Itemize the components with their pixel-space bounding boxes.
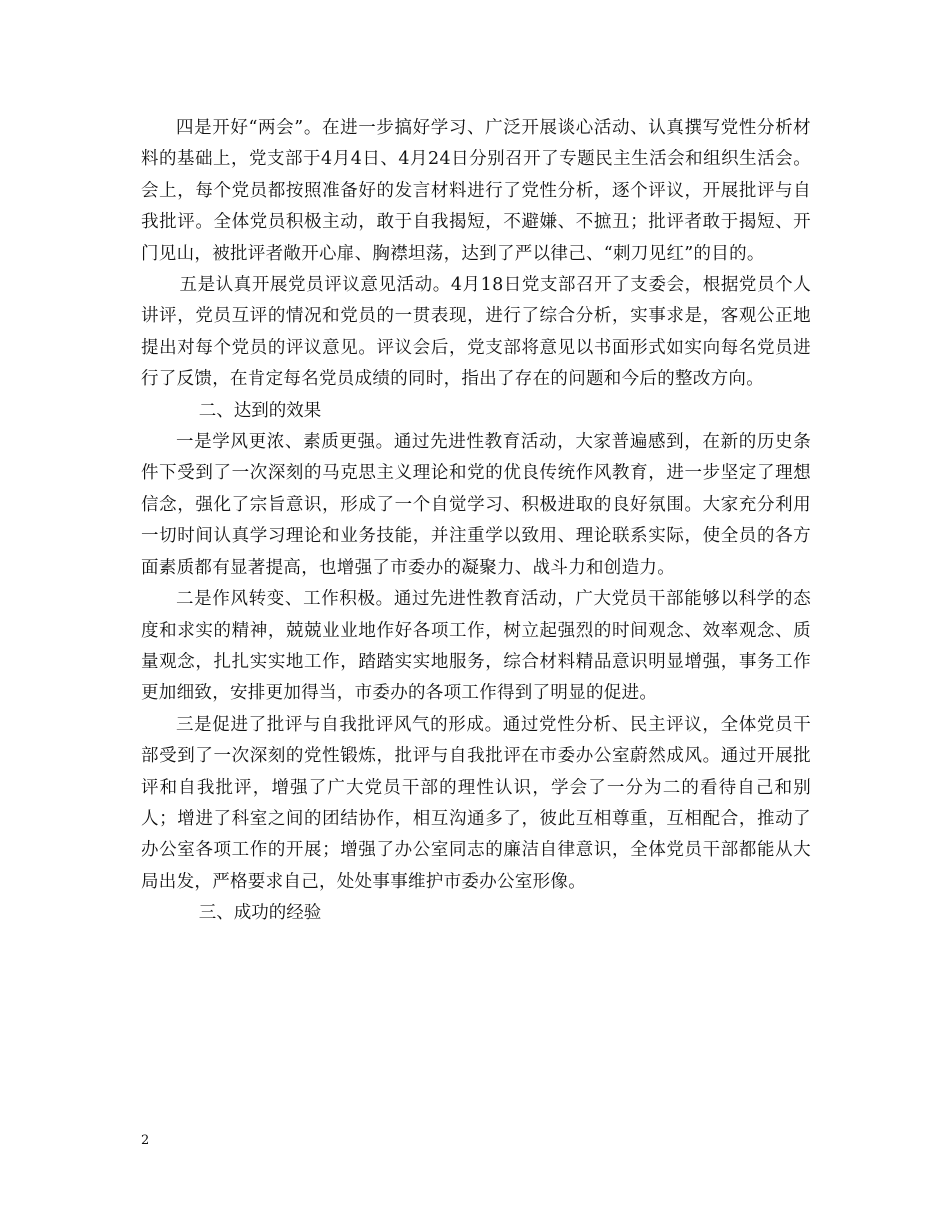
section-heading-experience: 三、成功的经验 — [198, 903, 322, 924]
paragraph-two-meetings: 四是开好“两会”。在进一步搞好学习、广泛开展谈心活动、认真撰写党性分析材料的基础上，党支部于4月4日、4月24日分别召开了专题民主生活会和组织生活会。会上，每个党员都按照准备好的发言材料进行了党性分析，逐个评议，开展批评与自我批评。全体党员积极主动，敢于自我揭短，不避嫌、不摭丑；批评者敢于揭短、开门见山，被批评者敞开心扉、胸襟坦荡，达到了严以律己、“刺刀见红”的目的。 — [141, 118, 811, 264]
paragraph-work-style: 二是作风转变、工作积极。通过先进性教育活动，广大党员干部能够以科学的态度和求实的精神，兢兢业业地作好各项工作，树立起强烈的时间观念、效率观念、质量观念，扎扎实实地工作，踏踏实实地服务，综合材料精品意识明显增强，事务工作更加细致，安排更加得当，市委办的各项工作得到了明显的促进。 — [141, 589, 811, 704]
paragraph-study-style: 一是学风更浓、素质更强。通过先进性教育活动，大家普遍感到，在新的历史条件下受到了一次深刻的马克思主义理论和党的优良传统作风教育，进一步坚定了理想信念，强化了宗旨意识，形成了一个自觉学习、积极进取的良好氛围。大家充分利用一切时间认真学习理论和业务技能，并注重学以致用、理论联系实际，使全员的各方面素质都有显著提高，也增强了市委办的凝聚力、战斗力和创造力。 — [141, 432, 811, 578]
paragraph-member-evaluation: 五是认真开展党员评议意见活动。4月18日党支部召开了支委会，根据党员个人讲评，党员互评的情况和党员的一贯表现，进行了综合分析，实事求是，客观公正地提出对每个党员的评议意见。评议会后，党支部将意见以书面形式如实向每名党员进行了反馈，在肯定每名党员成绩的同时，指出了存在的问题和今后的整改方向。 — [141, 275, 811, 390]
paragraph-criticism: 三是促进了批评与自我批评风气的形成。通过党性分析、民主评议，全体党员干部受到了一次深刻的党性锻炼，批评与自我批评在市委办公室蔚然成风。通过开展批评和自我批评，增强了广大党员干部的理性认识，学会了一分为二的看待自己和别人；增进了科室之间的团结协作，相互沟通多了，彼此互相尊重，互相配合，推动了办公室各项工作的开展；增强了办公室同志的廉洁自律意识，全体党员干部都能从大局出发，严格要求自己，处处事事维护市委办公室形像。 — [141, 714, 811, 892]
document-body — [141, 113, 811, 930]
page-number: 2 — [141, 1133, 150, 1148]
section-heading-effects: 二、达到的效果 — [198, 400, 322, 421]
